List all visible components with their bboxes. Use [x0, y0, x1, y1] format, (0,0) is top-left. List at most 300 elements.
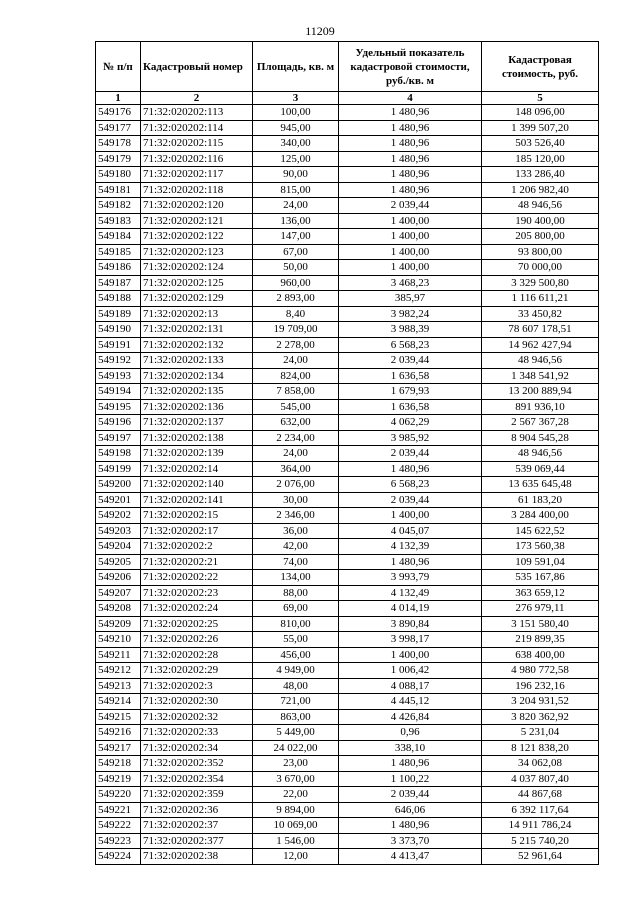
row-index-cell: 549179 [96, 151, 141, 167]
table-row [96, 678, 599, 694]
row-index-cell: 549180 [96, 167, 141, 183]
cadastral-number-cell: 71:32:020202:352 [141, 756, 253, 772]
cadastral-number-cell: 71:32:020202:32 [141, 709, 253, 725]
area-cell: 22,00 [253, 787, 339, 803]
cadastral-number-cell: 71:32:020202:25 [141, 616, 253, 632]
unit-value-cell: 1 480,96 [339, 818, 482, 834]
cadastral-value-cell: 503 526,40 [482, 136, 599, 152]
table-header-row [96, 42, 599, 92]
area-cell: 632,00 [253, 415, 339, 431]
table-row [96, 771, 599, 787]
unit-value-cell: 338,10 [339, 740, 482, 756]
row-index-cell: 549190 [96, 322, 141, 338]
unit-value-cell: 1 480,96 [339, 105, 482, 121]
row-index-cell: 549224 [96, 849, 141, 865]
area-cell: 2 278,00 [253, 337, 339, 353]
cadastral-value-cell: 13 635 645,48 [482, 477, 599, 493]
unit-value-cell: 0,96 [339, 725, 482, 741]
cadastral-number-cell: 71:32:020202:36 [141, 802, 253, 818]
header-index: № п/п [96, 42, 141, 92]
cadastral-number-cell: 71:32:020202:129 [141, 291, 253, 307]
cadastral-number-cell: 71:32:020202:17 [141, 523, 253, 539]
unit-value-cell: 1 400,00 [339, 213, 482, 229]
cadastral-table [95, 41, 599, 865]
unit-value-cell: 1 400,00 [339, 508, 482, 524]
header-unit-value: Удельный показатель кадастровой стоимости, руб./кв. м [339, 42, 482, 92]
table-row [96, 353, 599, 369]
table-row [96, 151, 599, 167]
row-index-cell: 549187 [96, 275, 141, 291]
cadastral-value-cell: 1 206 982,40 [482, 182, 599, 198]
cadastral-value-cell: 219 899,35 [482, 632, 599, 648]
area-cell: 824,00 [253, 368, 339, 384]
column-number-row [96, 92, 599, 105]
unit-value-cell: 4 426,84 [339, 709, 482, 725]
cadastral-number-cell: 71:32:020202:21 [141, 554, 253, 570]
table-row [96, 384, 599, 400]
unit-value-cell: 1 006,42 [339, 663, 482, 679]
area-cell: 24,00 [253, 353, 339, 369]
row-index-cell: 549191 [96, 337, 141, 353]
area-cell: 69,00 [253, 601, 339, 617]
row-index-cell: 549208 [96, 601, 141, 617]
cadastral-number-cell: 71:32:020202:30 [141, 694, 253, 710]
cadastral-number-cell: 71:32:020202:13 [141, 306, 253, 322]
row-index-cell: 549217 [96, 740, 141, 756]
cadastral-value-cell: 3 284 400,00 [482, 508, 599, 524]
cadastral-value-cell: 1 116 611,21 [482, 291, 599, 307]
cadastral-value-cell: 52 961,64 [482, 849, 599, 865]
area-cell: 90,00 [253, 167, 339, 183]
table-row [96, 740, 599, 756]
area-cell: 3 670,00 [253, 771, 339, 787]
column-number: 3 [253, 92, 339, 105]
column-number: 5 [482, 92, 599, 105]
cadastral-number-cell: 71:32:020202:140 [141, 477, 253, 493]
row-index-cell: 549212 [96, 663, 141, 679]
cadastral-value-cell: 1 399 507,20 [482, 120, 599, 136]
cadastral-number-cell: 71:32:020202:23 [141, 585, 253, 601]
row-index-cell: 549223 [96, 833, 141, 849]
unit-value-cell: 1 480,96 [339, 182, 482, 198]
row-index-cell: 549207 [96, 585, 141, 601]
table-row [96, 833, 599, 849]
area-cell: 12,00 [253, 849, 339, 865]
table-row [96, 337, 599, 353]
cadastral-value-cell: 3 820 362,92 [482, 709, 599, 725]
unit-value-cell: 1 636,58 [339, 399, 482, 415]
cadastral-value-cell: 5 231,04 [482, 725, 599, 741]
area-cell: 545,00 [253, 399, 339, 415]
table-row [96, 632, 599, 648]
table-row [96, 508, 599, 524]
table-row [96, 120, 599, 136]
area-cell: 945,00 [253, 120, 339, 136]
area-cell: 74,00 [253, 554, 339, 570]
row-index-cell: 549219 [96, 771, 141, 787]
cadastral-value-cell: 33 450,82 [482, 306, 599, 322]
cadastral-value-cell: 48 946,56 [482, 198, 599, 214]
cadastral-number-cell: 71:32:020202:28 [141, 647, 253, 663]
area-cell: 456,00 [253, 647, 339, 663]
table-row [96, 539, 599, 555]
cadastral-value-cell: 93 800,00 [482, 244, 599, 260]
area-cell: 136,00 [253, 213, 339, 229]
cadastral-value-cell: 363 659,12 [482, 585, 599, 601]
cadastral-value-cell: 539 069,44 [482, 461, 599, 477]
table-row [96, 105, 599, 121]
unit-value-cell: 4 445,12 [339, 694, 482, 710]
unit-value-cell: 1 480,96 [339, 151, 482, 167]
table-row [96, 725, 599, 741]
cadastral-number-cell: 71:32:020202:377 [141, 833, 253, 849]
unit-value-cell: 3 988,39 [339, 322, 482, 338]
area-cell: 23,00 [253, 756, 339, 772]
cadastral-number-cell: 71:32:020202:359 [141, 787, 253, 803]
table-row [96, 167, 599, 183]
row-index-cell: 549215 [96, 709, 141, 725]
area-cell: 9 894,00 [253, 802, 339, 818]
cadastral-value-cell: 14 962 427,94 [482, 337, 599, 353]
area-cell: 24,00 [253, 198, 339, 214]
row-index-cell: 549205 [96, 554, 141, 570]
cadastral-value-cell: 276 979,11 [482, 601, 599, 617]
unit-value-cell: 4 014,19 [339, 601, 482, 617]
cadastral-value-cell: 48 946,56 [482, 353, 599, 369]
cadastral-number-cell: 71:32:020202:136 [141, 399, 253, 415]
cadastral-value-cell: 4 037 807,40 [482, 771, 599, 787]
row-index-cell: 549185 [96, 244, 141, 260]
area-cell: 364,00 [253, 461, 339, 477]
cadastral-value-cell: 891 936,10 [482, 399, 599, 415]
row-index-cell: 549222 [96, 818, 141, 834]
cadastral-number-cell: 71:32:020202:14 [141, 461, 253, 477]
area-cell: 815,00 [253, 182, 339, 198]
area-cell: 67,00 [253, 244, 339, 260]
cadastral-value-cell: 3 204 931,52 [482, 694, 599, 710]
cadastral-number-cell: 71:32:020202:131 [141, 322, 253, 338]
cadastral-number-cell: 71:32:020202:2 [141, 539, 253, 555]
unit-value-cell: 1 400,00 [339, 647, 482, 663]
cadastral-value-cell: 535 167,86 [482, 570, 599, 586]
table-row [96, 446, 599, 462]
cadastral-number-cell: 71:32:020202:121 [141, 213, 253, 229]
row-index-cell: 549193 [96, 368, 141, 384]
row-index-cell: 549177 [96, 120, 141, 136]
unit-value-cell: 1 480,96 [339, 461, 482, 477]
table-row [96, 136, 599, 152]
row-index-cell: 549203 [96, 523, 141, 539]
area-cell: 36,00 [253, 523, 339, 539]
cadastral-value-cell: 145 622,52 [482, 523, 599, 539]
row-index-cell: 549201 [96, 492, 141, 508]
row-index-cell: 549189 [96, 306, 141, 322]
row-index-cell: 549210 [96, 632, 141, 648]
area-cell: 147,00 [253, 229, 339, 245]
cadastral-value-cell: 185 120,00 [482, 151, 599, 167]
table-row [96, 260, 599, 276]
unit-value-cell: 385,97 [339, 291, 482, 307]
cadastral-value-cell: 196 232,16 [482, 678, 599, 694]
row-index-cell: 549176 [96, 105, 141, 121]
cadastral-value-cell: 8 904 545,28 [482, 430, 599, 446]
unit-value-cell: 1 480,96 [339, 554, 482, 570]
area-cell: 19 709,00 [253, 322, 339, 338]
row-index-cell: 549194 [96, 384, 141, 400]
cadastral-number-cell: 71:32:020202:135 [141, 384, 253, 400]
cadastral-number-cell: 71:32:020202:34 [141, 740, 253, 756]
table-row [96, 601, 599, 617]
area-cell: 50,00 [253, 260, 339, 276]
unit-value-cell: 1 679,93 [339, 384, 482, 400]
table-row [96, 306, 599, 322]
table-row [96, 291, 599, 307]
cadastral-value-cell: 3 329 500,80 [482, 275, 599, 291]
area-cell: 810,00 [253, 616, 339, 632]
area-cell: 863,00 [253, 709, 339, 725]
table-row [96, 694, 599, 710]
table-row [96, 849, 599, 865]
cadastral-number-cell: 71:32:020202:33 [141, 725, 253, 741]
table-row [96, 802, 599, 818]
unit-value-cell: 4 413,47 [339, 849, 482, 865]
cadastral-number-cell: 71:32:020202:123 [141, 244, 253, 260]
unit-value-cell: 1 400,00 [339, 244, 482, 260]
table-row [96, 554, 599, 570]
cadastral-number-cell: 71:32:020202:125 [141, 275, 253, 291]
cadastral-number-cell: 71:32:020202:26 [141, 632, 253, 648]
cadastral-number-cell: 71:32:020202:354 [141, 771, 253, 787]
table-row [96, 570, 599, 586]
area-cell: 48,00 [253, 678, 339, 694]
cadastral-number-cell: 71:32:020202:37 [141, 818, 253, 834]
cadastral-number-cell: 71:32:020202:22 [141, 570, 253, 586]
cadastral-value-cell: 173 560,38 [482, 539, 599, 555]
row-index-cell: 549200 [96, 477, 141, 493]
row-index-cell: 549186 [96, 260, 141, 276]
header-cadastral-number: Кадастровый номер [141, 42, 253, 92]
area-cell: 5 449,00 [253, 725, 339, 741]
cadastral-value-cell: 4 980 772,58 [482, 663, 599, 679]
table-row [96, 213, 599, 229]
unit-value-cell: 2 039,44 [339, 198, 482, 214]
unit-value-cell: 1 100,22 [339, 771, 482, 787]
area-cell: 2 234,00 [253, 430, 339, 446]
unit-value-cell: 2 039,44 [339, 353, 482, 369]
table-row [96, 461, 599, 477]
cadastral-value-cell: 190 400,00 [482, 213, 599, 229]
area-cell: 88,00 [253, 585, 339, 601]
cadastral-number-cell: 71:32:020202:15 [141, 508, 253, 524]
row-index-cell: 549181 [96, 182, 141, 198]
row-index-cell: 549197 [96, 430, 141, 446]
cadastral-value-cell: 109 591,04 [482, 554, 599, 570]
unit-value-cell: 646,06 [339, 802, 482, 818]
table-row [96, 229, 599, 245]
table-row [96, 709, 599, 725]
cadastral-value-cell: 48 946,56 [482, 446, 599, 462]
area-cell: 2 346,00 [253, 508, 339, 524]
unit-value-cell: 6 568,23 [339, 477, 482, 493]
unit-value-cell: 2 039,44 [339, 787, 482, 803]
area-cell: 24 022,00 [253, 740, 339, 756]
cadastral-number-cell: 71:32:020202:113 [141, 105, 253, 121]
area-cell: 340,00 [253, 136, 339, 152]
cadastral-number-cell: 71:32:020202:120 [141, 198, 253, 214]
area-cell: 7 858,00 [253, 384, 339, 400]
cadastral-number-cell: 71:32:020202:137 [141, 415, 253, 431]
table-row [96, 647, 599, 663]
area-cell: 134,00 [253, 570, 339, 586]
table-row [96, 818, 599, 834]
unit-value-cell: 3 890,84 [339, 616, 482, 632]
cadastral-value-cell: 133 286,40 [482, 167, 599, 183]
unit-value-cell: 3 982,24 [339, 306, 482, 322]
row-index-cell: 549195 [96, 399, 141, 415]
table-row [96, 616, 599, 632]
row-index-cell: 549214 [96, 694, 141, 710]
area-cell: 100,00 [253, 105, 339, 121]
cadastral-number-cell: 71:32:020202:29 [141, 663, 253, 679]
table-row [96, 182, 599, 198]
row-index-cell: 549218 [96, 756, 141, 772]
unit-value-cell: 4 088,17 [339, 678, 482, 694]
area-cell: 4 949,00 [253, 663, 339, 679]
cadastral-number-cell: 71:32:020202:133 [141, 353, 253, 369]
table-row [96, 787, 599, 803]
area-cell: 125,00 [253, 151, 339, 167]
unit-value-cell: 1 400,00 [339, 260, 482, 276]
table-row [96, 399, 599, 415]
cadastral-number-cell: 71:32:020202:122 [141, 229, 253, 245]
table-row [96, 523, 599, 539]
table-row [96, 415, 599, 431]
cadastral-number-cell: 71:32:020202:114 [141, 120, 253, 136]
table-row [96, 492, 599, 508]
unit-value-cell: 2 039,44 [339, 446, 482, 462]
cadastral-value-cell: 13 200 889,94 [482, 384, 599, 400]
column-number: 2 [141, 92, 253, 105]
cadastral-value-cell: 2 567 367,28 [482, 415, 599, 431]
area-cell: 42,00 [253, 539, 339, 555]
area-cell: 55,00 [253, 632, 339, 648]
header-cadastral-value: Кадастровая стоимость, руб. [482, 42, 599, 92]
cadastral-value-cell: 3 151 580,40 [482, 616, 599, 632]
table-row [96, 756, 599, 772]
cadastral-value-cell: 70 000,00 [482, 260, 599, 276]
cadastral-number-cell: 71:32:020202:124 [141, 260, 253, 276]
unit-value-cell: 1 636,58 [339, 368, 482, 384]
cadastral-value-cell: 61 183,20 [482, 492, 599, 508]
cadastral-number-cell: 71:32:020202:118 [141, 182, 253, 198]
area-cell: 24,00 [253, 446, 339, 462]
unit-value-cell: 2 039,44 [339, 492, 482, 508]
row-index-cell: 549178 [96, 136, 141, 152]
unit-value-cell: 4 062,29 [339, 415, 482, 431]
cadastral-value-cell: 44 867,68 [482, 787, 599, 803]
row-index-cell: 549213 [96, 678, 141, 694]
area-cell: 8,40 [253, 306, 339, 322]
row-index-cell: 549220 [96, 787, 141, 803]
row-index-cell: 549198 [96, 446, 141, 462]
unit-value-cell: 4 132,49 [339, 585, 482, 601]
unit-value-cell: 4 045,07 [339, 523, 482, 539]
unit-value-cell: 4 132,39 [339, 539, 482, 555]
row-index-cell: 549188 [96, 291, 141, 307]
cadastral-number-cell: 71:32:020202:38 [141, 849, 253, 865]
unit-value-cell: 1 480,96 [339, 756, 482, 772]
cadastral-number-cell: 71:32:020202:134 [141, 368, 253, 384]
unit-value-cell: 6 568,23 [339, 337, 482, 353]
table-row [96, 275, 599, 291]
row-index-cell: 549183 [96, 213, 141, 229]
row-index-cell: 549202 [96, 508, 141, 524]
table-row [96, 322, 599, 338]
table-row [96, 244, 599, 260]
unit-value-cell: 1 480,96 [339, 167, 482, 183]
column-number: 4 [339, 92, 482, 105]
cadastral-value-cell: 148 096,00 [482, 105, 599, 121]
table-row [96, 430, 599, 446]
unit-value-cell: 1 480,96 [339, 136, 482, 152]
unit-value-cell: 1 400,00 [339, 229, 482, 245]
unit-value-cell: 3 993,79 [339, 570, 482, 586]
table-row [96, 477, 599, 493]
column-number: 1 [96, 92, 141, 105]
area-cell: 2 076,00 [253, 477, 339, 493]
cadastral-value-cell: 638 400,00 [482, 647, 599, 663]
cadastral-value-cell: 14 911 786,24 [482, 818, 599, 834]
cadastral-number-cell: 71:32:020202:115 [141, 136, 253, 152]
cadastral-value-cell: 5 215 740,20 [482, 833, 599, 849]
area-cell: 10 069,00 [253, 818, 339, 834]
unit-value-cell: 3 985,92 [339, 430, 482, 446]
unit-value-cell: 3 998,17 [339, 632, 482, 648]
cadastral-number-cell: 71:32:020202:117 [141, 167, 253, 183]
row-index-cell: 549216 [96, 725, 141, 741]
cadastral-number-cell: 71:32:020202:3 [141, 678, 253, 694]
row-index-cell: 549196 [96, 415, 141, 431]
row-index-cell: 549184 [96, 229, 141, 245]
cadastral-value-cell: 1 348 541,92 [482, 368, 599, 384]
cadastral-number-cell: 71:32:020202:138 [141, 430, 253, 446]
row-index-cell: 549206 [96, 570, 141, 586]
area-cell: 30,00 [253, 492, 339, 508]
cadastral-number-cell: 71:32:020202:116 [141, 151, 253, 167]
row-index-cell: 549199 [96, 461, 141, 477]
cadastral-value-cell: 34 062,08 [482, 756, 599, 772]
cadastral-number-cell: 71:32:020202:141 [141, 492, 253, 508]
unit-value-cell: 3 468,23 [339, 275, 482, 291]
table-row [96, 585, 599, 601]
table-row [96, 368, 599, 384]
row-index-cell: 549192 [96, 353, 141, 369]
page-number: 11209 [305, 24, 335, 38]
cadastral-value-cell: 78 607 178,51 [482, 322, 599, 338]
area-cell: 960,00 [253, 275, 339, 291]
unit-value-cell: 1 480,96 [339, 120, 482, 136]
area-cell: 721,00 [253, 694, 339, 710]
cadastral-value-cell: 6 392 117,64 [482, 802, 599, 818]
cadastral-number-cell: 71:32:020202:24 [141, 601, 253, 617]
row-index-cell: 549221 [96, 802, 141, 818]
area-cell: 2 893,00 [253, 291, 339, 307]
cadastral-number-cell: 71:32:020202:139 [141, 446, 253, 462]
header-area: Площадь, кв. м [253, 42, 339, 92]
row-index-cell: 549211 [96, 647, 141, 663]
cadastral-number-cell: 71:32:020202:132 [141, 337, 253, 353]
row-index-cell: 549182 [96, 198, 141, 214]
